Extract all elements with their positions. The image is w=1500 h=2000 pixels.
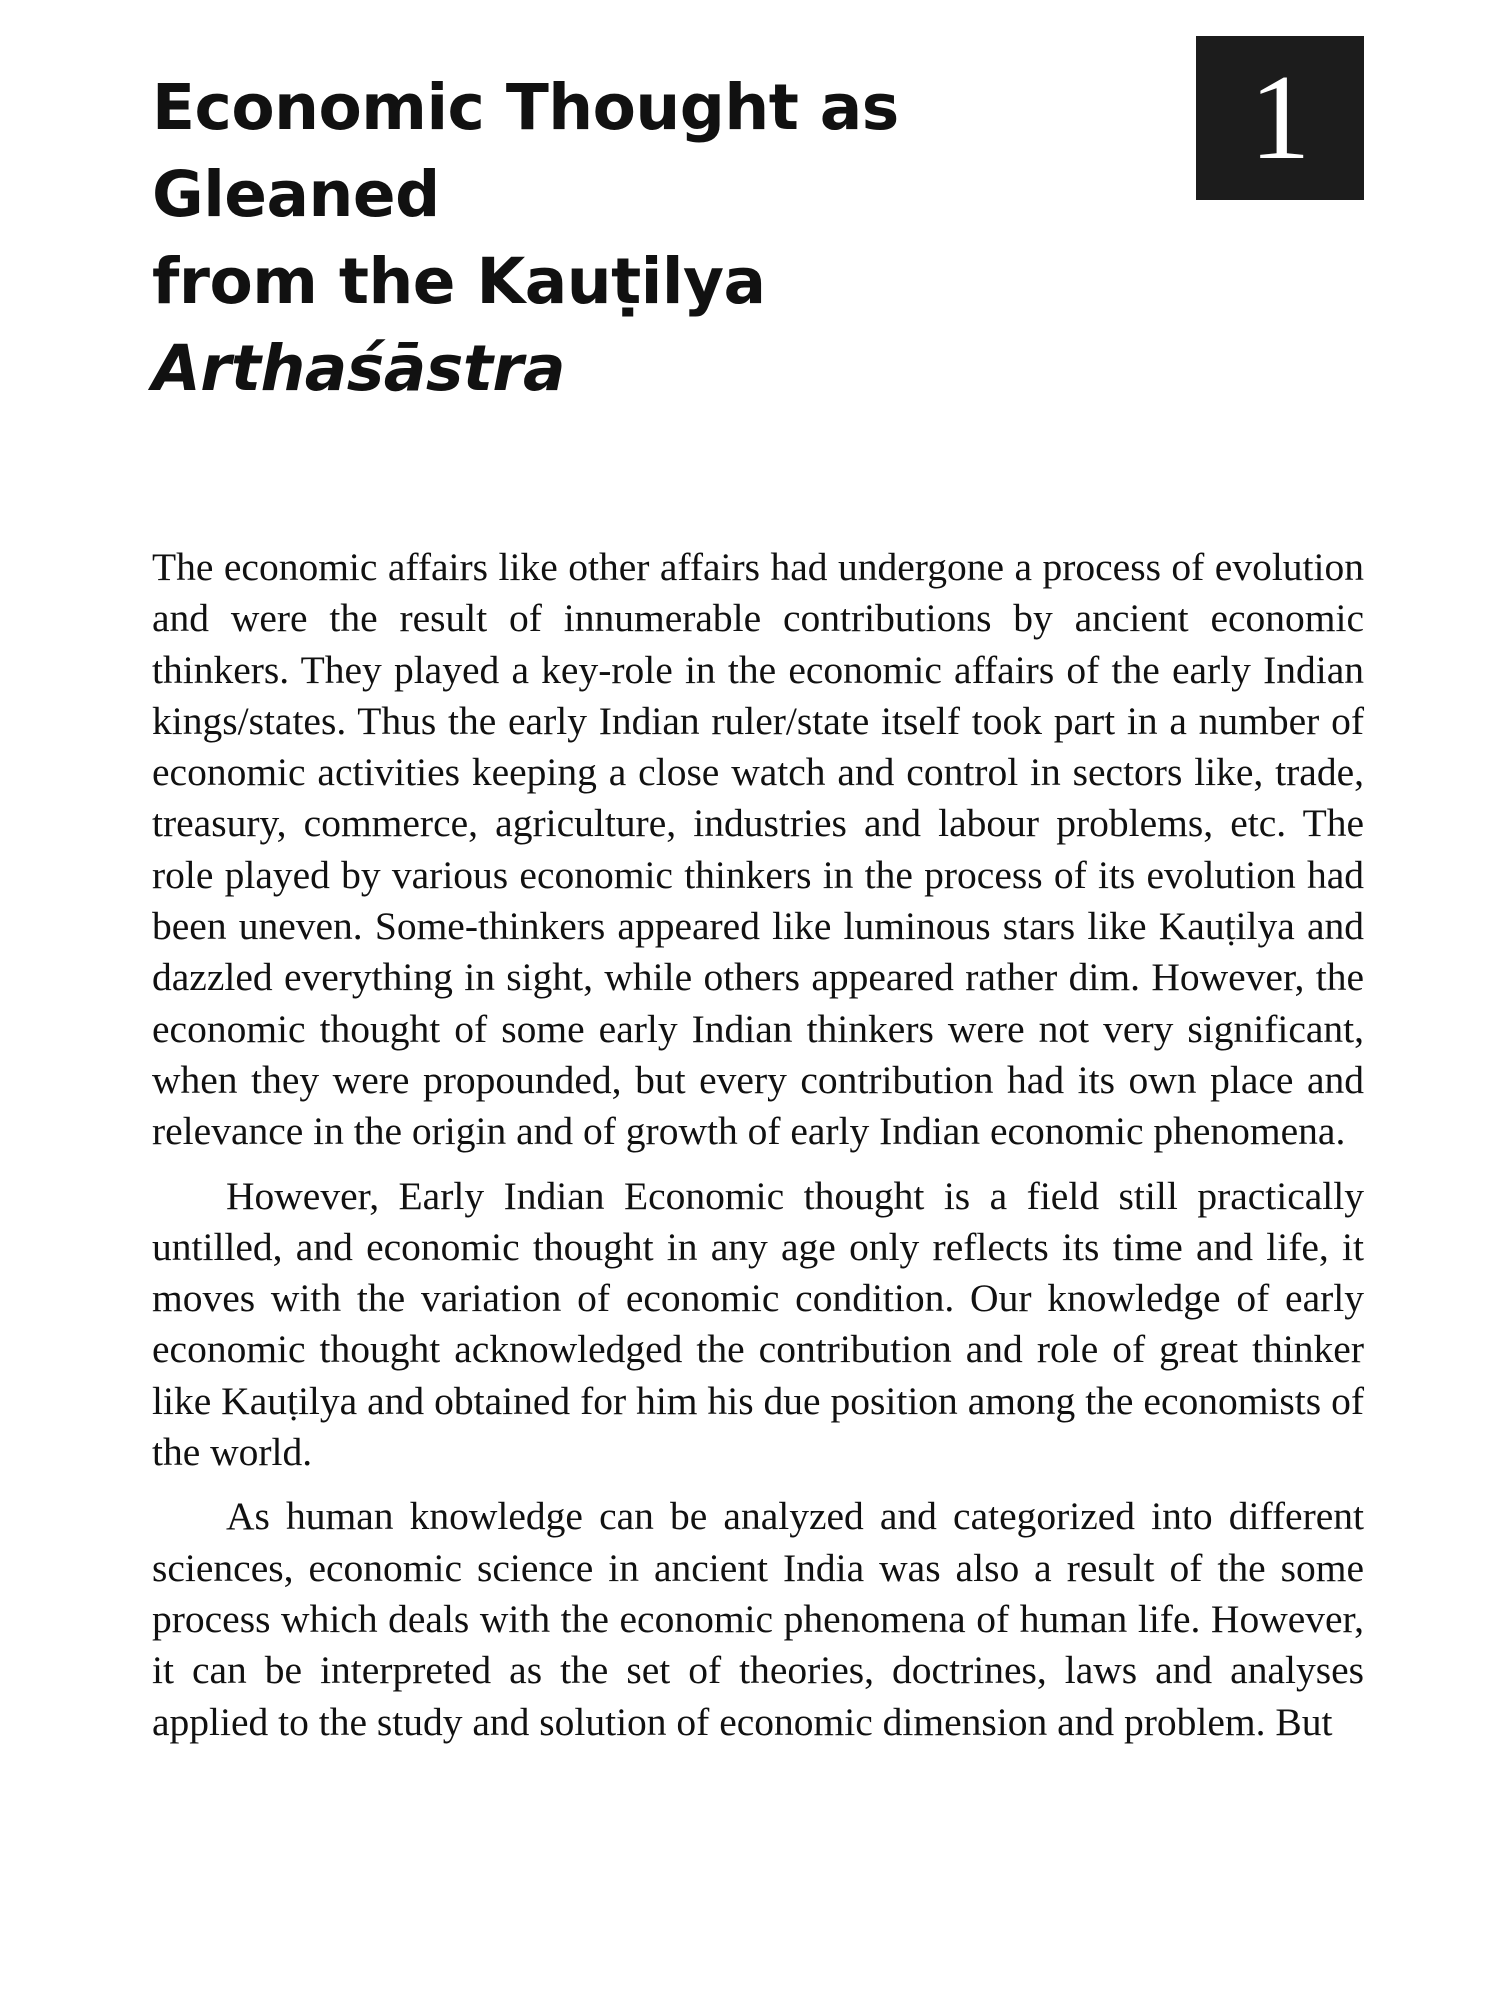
chapter-number-badge [1196,36,1364,200]
paragraph-3: As human knowledge can be analyzed and categorized into different sciences, economic science in ancient India was also a result of the some process which deals with the economic phenomena of human life. However, it can be interpreted as the set of theories, doctrines, laws and analyses applied to the study and solution of economic dimension and problem. But [152,1494,1364,1744]
chapter-number: 1 [1249,50,1311,185]
chapter-title-line1: Economic Thought as Gleaned [152,71,899,231]
chapter-title-line2-prefix: from the Kauṭilya [152,245,766,318]
chapter-title-italic: Arthaśāstra [152,332,566,405]
paragraph-1: The economic affairs like other affairs had undergone a process of evolution and were the result of innumerable contributions by ancient economic thinkers. They played a key-role in the economic affairs of the early Indian kings/states. Thus the early Indian ruler/state itself took part in a number of economic activities keeping a close watch and control in sectors like, trade, treasury, commerce, agriculture, industries and labour problems, etc. The role played by various economic thinkers in the process of its evolution had been uneven. Some-thinkers appeared like luminous stars like Kauṭilya and dazzled everything in sight, while others appeared rather dim. However, the economic thought of some early Indian thinkers were not very significant, when they were propounded, but every contribution had its own place and relevance in the origin and of growth of early Indian economic phenomena. [152,545,1364,1154]
paragraph-2: However, Early Indian Economic thought is a field still practically untilled, and economic thought in any age only reflects its time and life, it moves with the variation of economic condition. Our knowledge of early economic thought acknowledged the contribution and role of great thinker like Kauṭilya and obtained for him his due position among the economists of the world. [152,1173,1364,1475]
body-text [152,542,1364,1748]
chapter-title [152,64,1152,412]
